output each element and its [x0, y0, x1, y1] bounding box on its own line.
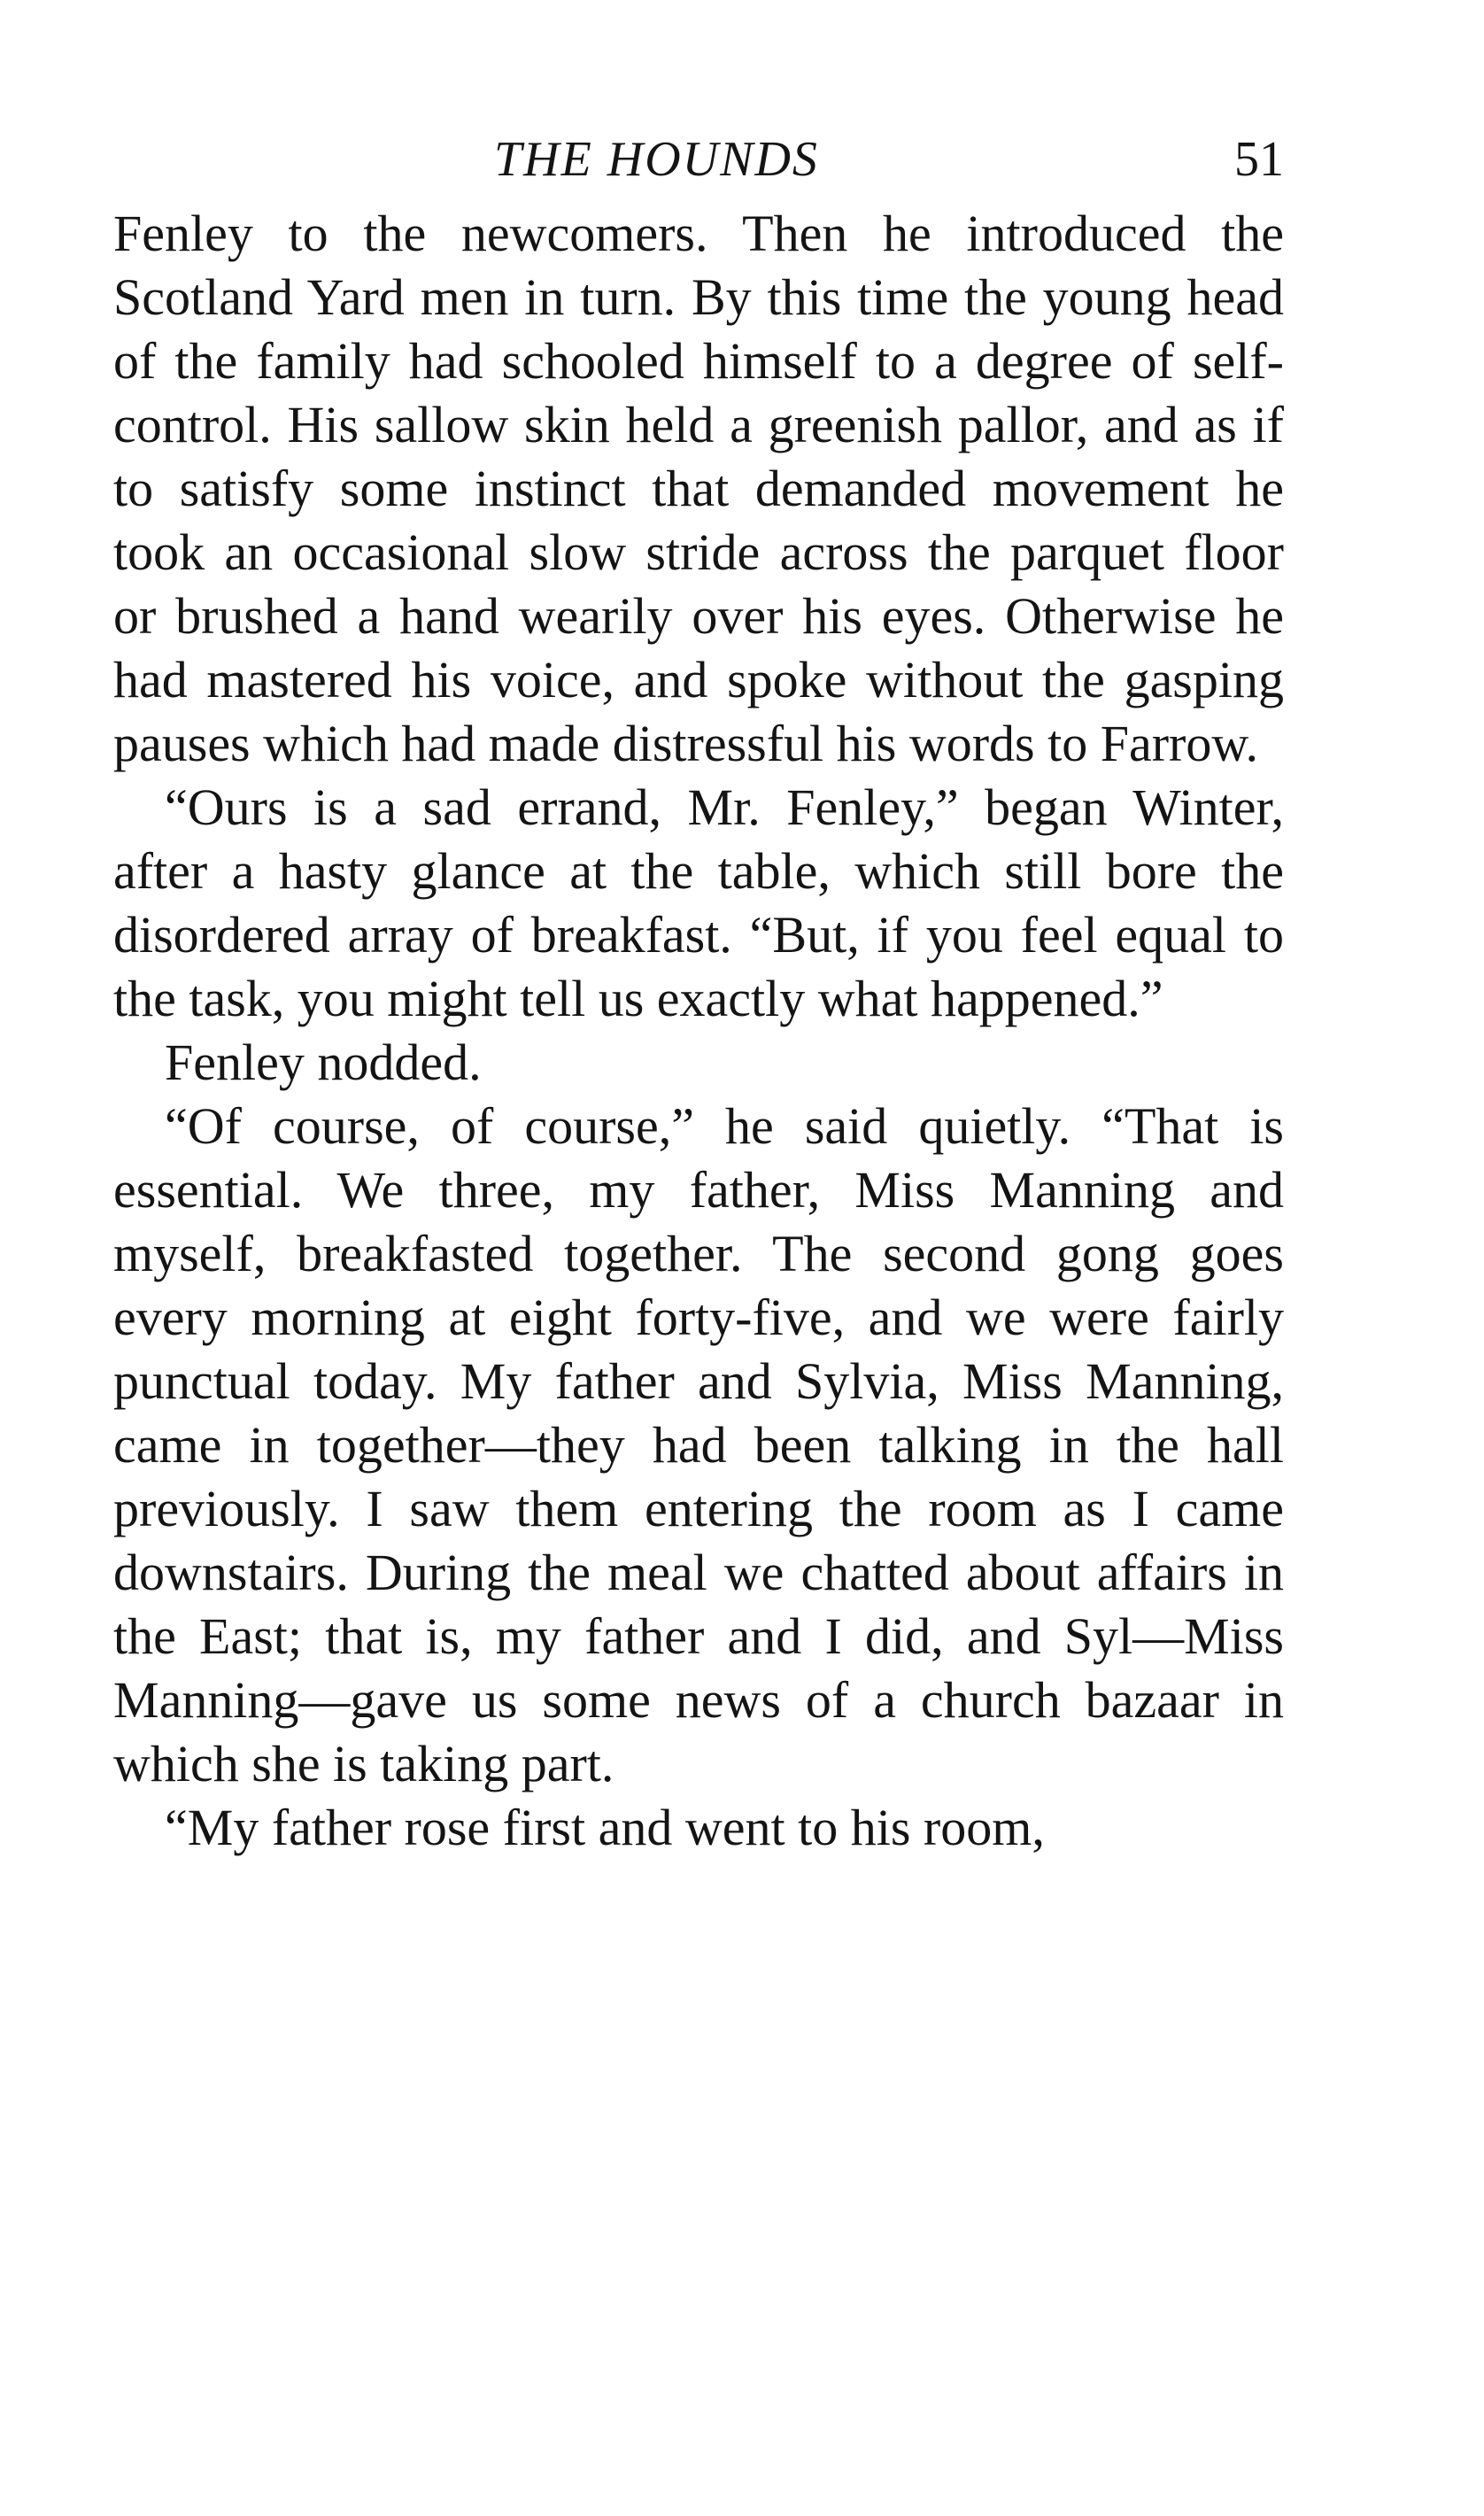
running-head [113, 131, 1284, 202]
body-text [113, 202, 1284, 1860]
paragraph: “Of course, of course,” he said quietly. “That is essential. We three, my father, Miss Manning and myself, breakfasted together. The second gong goes every morning at eight forty-five, and we were fairly punctual today. My father and Sylvia, Miss Manning, came in together—they had been talking in the hall previously. I saw them entering the room as I came downstairs. During the meal we chatted about affairs in the East; that is, my father and I did, and Syl—Miss Manning—gave us some news of a church bazaar in which she is taking part. [113, 1097, 1284, 1792]
book-page [113, 131, 1284, 1860]
paragraph: Fenley nodded. [165, 1033, 482, 1091]
paragraph: “My father rose first and went to his room, [165, 1799, 1045, 1856]
running-title: THE HOUNDS [494, 132, 819, 187]
page-number: 51 [1234, 132, 1284, 187]
paragraph: “Ours is a sad errand, Mr. Fenley,” began Winter, after a hasty glance at the table, which still bore the disordered array of breakfast. “But, if you feel equal to the task, you might tell us exactly what happened.” [113, 778, 1284, 1027]
paragraph-continued: Fenley to the newcomers. Then he introduced the Scotland Yard men in turn. By this time the young head of the family had schooled himself to a degree of self-control. His sallow skin held a greenish pallor, and as if to satisfy some instinct that demanded movement he took an occasional slow stride across the parquet floor or brushed a hand wearily over his eyes. Otherwise he had mastered his voice, and spoke without the gasping pauses which had made distressful his words to Farrow. [113, 205, 1284, 772]
